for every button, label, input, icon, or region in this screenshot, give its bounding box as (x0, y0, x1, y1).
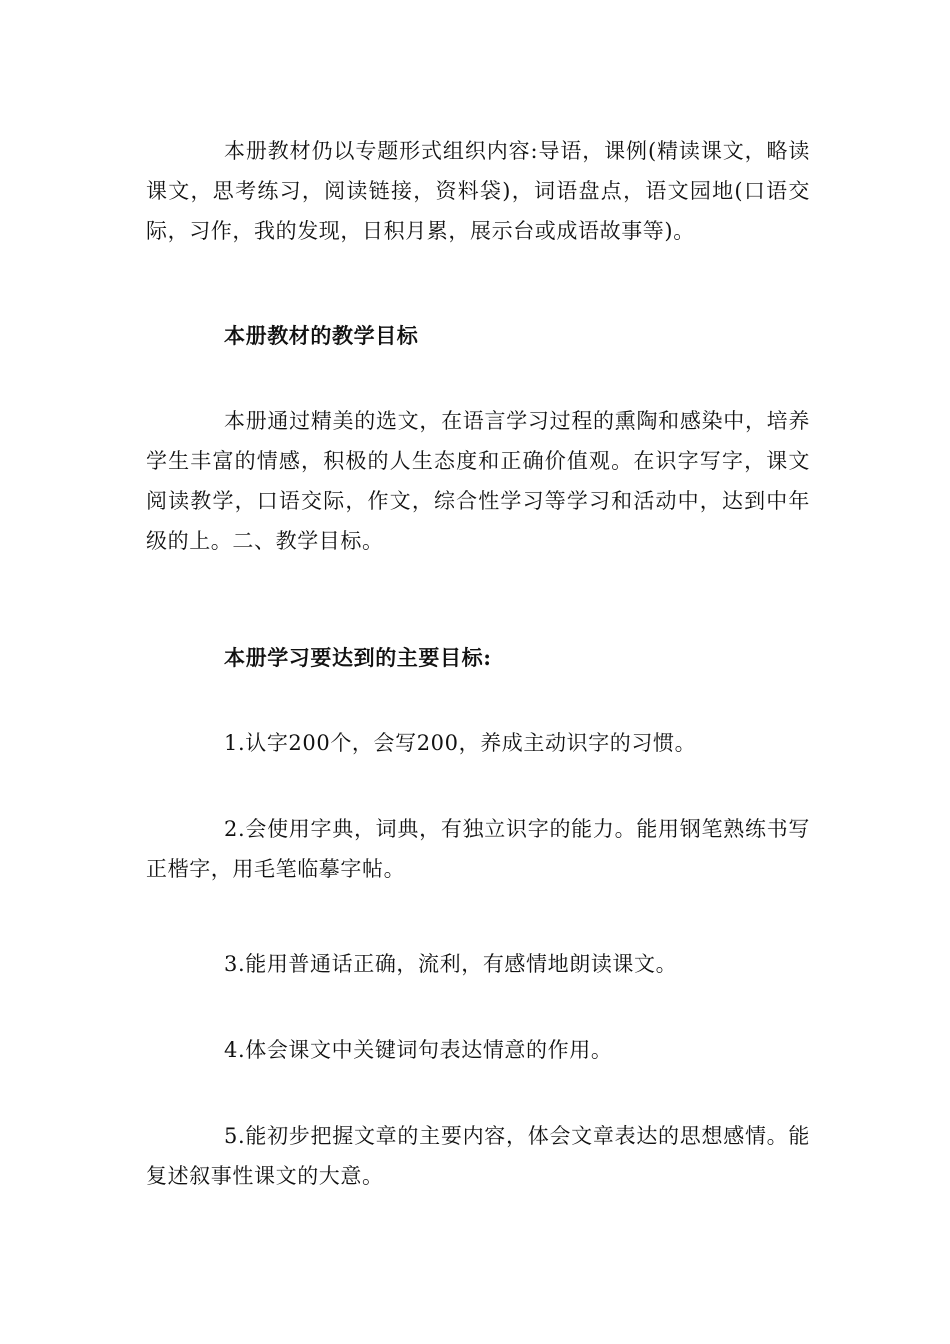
main-goals-heading: 本册学习要达到的主要目标: (224, 645, 492, 670)
intro-paragraph: 本册教材仍以专题形式组织内容:导语，课例(精读课文，略读课文，思考练习，阅读链接，资料袋)，词语盘点，语文园地(口语交际，习作，我的发现，日积月累，展示台或成语故事等)。 (146, 139, 810, 243)
goal-item-1: 1.认字200个，会写200，养成主动识字的习惯。 (224, 731, 697, 755)
teaching-goals-heading: 本册教材的教学目标 (224, 323, 419, 348)
goal-item-4: 4.体会课文中关键词句表达情意的作用。 (224, 1038, 613, 1062)
goal-item-2: 2.会使用字典，词典，有独立识字的能力。能用钢笔熟练书写正楷字，用毛笔临摹字帖。 (146, 817, 810, 881)
goal-item-5: 5.能初步把握文章的主要内容，体会文章表达的思想感情。能复述叙事性课文的大意。 (146, 1124, 810, 1188)
goal-item-3: 3.能用普通话正确，流利，有感情地朗读课文。 (224, 952, 678, 976)
teaching-goals-paragraph: 本册通过精美的选文，在语言学习过程的熏陶和感染中，培养学生丰富的情感，积极的人生态度和正确价值观。在识字写字，课文阅读教学，口语交际，作文，综合性学习等学习和活动中，达到中年级的上。二、教学目标。 (146, 409, 810, 553)
